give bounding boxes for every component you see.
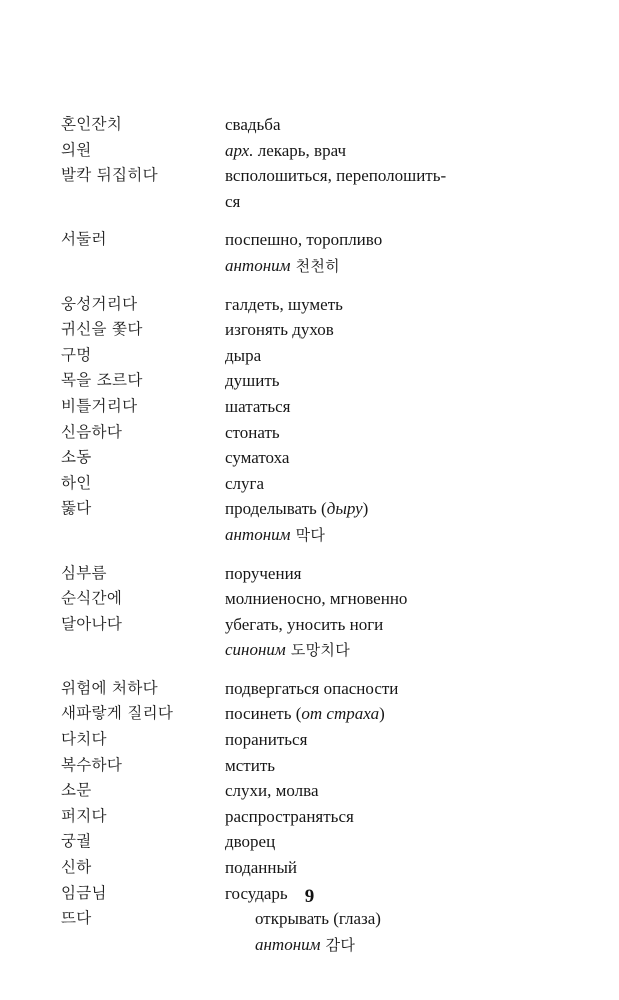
glossary-entry-row [61, 804, 561, 830]
entry-group-spacer [61, 279, 561, 292]
russian-gloss [225, 394, 291, 420]
gloss-text: галдеть, шуметь [225, 294, 343, 314]
russian-gloss [225, 804, 354, 830]
russian-gloss [225, 561, 301, 587]
russian-gloss [225, 637, 350, 664]
korean-headword: 다치다 [61, 730, 107, 749]
glossary-entry-row [61, 586, 561, 612]
russian-gloss [255, 932, 355, 959]
gloss-text: пораниться [225, 730, 308, 750]
glossary-entry-row [61, 317, 561, 343]
glossary-entry-row [61, 496, 561, 522]
gloss-text: всполошиться, переполошить- [225, 166, 447, 186]
korean-headword: 뚫다 [61, 499, 92, 518]
gloss-label-italic: антоним [225, 255, 291, 275]
gloss-text: поспешно, торопливо [225, 230, 383, 250]
gloss-korean-reference: 막다 [290, 525, 326, 544]
gloss-text: посинеть ( [225, 704, 302, 724]
glossary-entry-row [61, 906, 561, 932]
korean-headword: 의원 [61, 140, 92, 159]
glossary-entry-row [61, 343, 561, 369]
glossary-entry-row [61, 637, 561, 663]
korean-headword: 목을 조르다 [61, 371, 143, 390]
gloss-text: распространяться [225, 806, 354, 826]
gloss-text: убегать, уносить ноги [225, 614, 384, 634]
gloss-text-tail: лекарь, врач [253, 140, 346, 160]
glossary-entry-row [61, 753, 561, 779]
glossary-entry-row [61, 855, 561, 881]
russian-gloss [225, 496, 368, 522]
gloss-label-italic: от страха [301, 704, 380, 724]
gloss-text-tail: ) [362, 499, 369, 519]
gloss-text: государь [225, 883, 288, 903]
russian-gloss [225, 138, 346, 164]
glossary-entry-row [61, 829, 561, 855]
korean-headword: 소문 [61, 781, 92, 800]
korean-headword: 달아나다 [61, 614, 123, 633]
gloss-text-tail: ) [379, 704, 385, 724]
korean-headword: 위험에 처하다 [61, 678, 158, 697]
russian-gloss [225, 189, 240, 215]
gloss-text: подвергаться опасности [225, 678, 399, 698]
gloss-text: проделывать ( [225, 499, 327, 519]
gloss-text: шататься [225, 396, 291, 416]
gloss-text: изгонять духов [225, 320, 334, 340]
russian-gloss [225, 368, 280, 394]
korean-headword: 하인 [61, 473, 92, 492]
russian-gloss [225, 676, 398, 702]
korean-headword: 발칵 뒤집히다 [61, 166, 158, 185]
gloss-text: свадьба [225, 115, 281, 134]
glossary-entry-row [61, 112, 561, 138]
korean-headword: 혼인잔치 [61, 115, 123, 133]
gloss-text: поданный [225, 858, 298, 878]
korean-headword: 순식간에 [61, 589, 123, 608]
glossary-entry-row [61, 292, 561, 318]
glossary-entry-row [61, 420, 561, 446]
russian-gloss [225, 855, 297, 881]
glossary-entry-row [61, 561, 561, 587]
russian-gloss [225, 253, 340, 280]
glossary-entry-row [61, 163, 561, 189]
glossary-entry-list [61, 112, 561, 957]
russian-gloss [225, 522, 325, 549]
glossary-entry-row [61, 612, 561, 638]
glossary-entry-row [61, 778, 561, 804]
gloss-label-italic: дыру [326, 499, 363, 519]
russian-gloss [225, 471, 264, 497]
russian-gloss [225, 343, 261, 369]
korean-headword: 궁궐 [61, 832, 92, 851]
glossary-entry-row [61, 227, 561, 253]
glossary-entry-row [61, 522, 561, 548]
entry-group-spacer [61, 663, 561, 676]
glossary-entry-row [61, 368, 561, 394]
russian-gloss [225, 701, 385, 727]
russian-gloss [225, 612, 383, 638]
korean-headword: 서둘러 [61, 230, 107, 249]
korean-headword: 신음하다 [61, 422, 123, 441]
glossary-entry-row [61, 676, 561, 702]
russian-gloss [225, 445, 289, 471]
gloss-text: ся [225, 191, 241, 211]
gloss-text: дыра [225, 345, 262, 365]
russian-gloss [225, 163, 446, 189]
glossary-entry-row [61, 189, 561, 215]
glossary-entry-row [61, 138, 561, 164]
russian-gloss [225, 753, 275, 779]
gloss-text: суматоха [225, 448, 290, 468]
gloss-text: слухи, молва [225, 781, 319, 801]
glossary-entry-row [61, 932, 561, 958]
korean-headword: 심부름 [61, 563, 107, 582]
russian-gloss [225, 317, 334, 343]
gloss-label-italic: синоним [225, 640, 286, 660]
gloss-text: стонать [225, 422, 280, 442]
russian-gloss [225, 778, 319, 804]
russian-gloss [225, 227, 382, 253]
russian-gloss [225, 420, 280, 446]
korean-headword: 뜨다 [61, 909, 92, 928]
gloss-text: дворец [225, 832, 276, 852]
russian-gloss [225, 586, 407, 612]
korean-headword: 복수하다 [61, 755, 123, 774]
gloss-label-italic: антоним [255, 934, 321, 954]
glossary-entry-row [61, 701, 561, 727]
glossary-entry-row [61, 394, 561, 420]
russian-gloss [225, 112, 281, 138]
korean-headword: 신하 [61, 858, 92, 877]
glossary-entry-row [61, 253, 561, 279]
gloss-text: поручения [225, 563, 302, 583]
gloss-label-italic: антоним [225, 524, 291, 544]
korean-headword: 퍼지다 [61, 806, 107, 825]
gloss-text: слуга [225, 473, 265, 493]
gloss-korean-reference: 감다 [320, 935, 356, 954]
korean-headword: 비틀거리다 [61, 396, 138, 415]
korean-headword: 소동 [61, 448, 92, 467]
gloss-korean-reference: 도망치다 [285, 641, 350, 660]
gloss-text: открывать (глаза) [255, 909, 381, 929]
korean-headword: 귀신을 쫓다 [61, 320, 143, 339]
glossary-entry-row [61, 471, 561, 497]
russian-gloss [255, 906, 381, 932]
page-number: 9 [304, 886, 315, 907]
korean-headword: 구멍 [61, 345, 92, 364]
korean-headword: 새파랗게 질리다 [61, 704, 174, 723]
gloss-text: молниеносно, мгновенно [225, 589, 408, 609]
entry-group-spacer [61, 214, 561, 227]
glossary-entry-row [61, 445, 561, 471]
gloss-korean-reference: 천천히 [290, 256, 340, 275]
gloss-text: мстить [225, 755, 276, 775]
russian-gloss [225, 829, 275, 855]
gloss-label-italic: арх. [225, 140, 254, 160]
russian-gloss [225, 727, 307, 753]
russian-gloss [225, 292, 343, 318]
entry-group-spacer [61, 548, 561, 561]
gloss-text: душить [225, 371, 280, 391]
korean-headword: 웅성거리다 [61, 294, 138, 313]
korean-headword: 임금님 [61, 883, 107, 902]
glossary-entry-row [61, 727, 561, 753]
